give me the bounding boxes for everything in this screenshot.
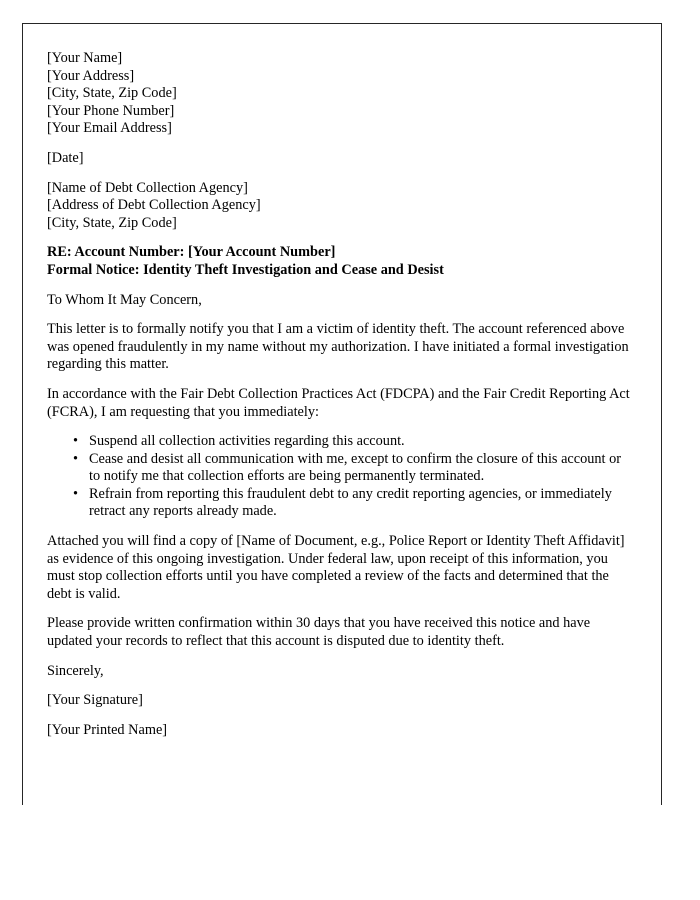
signature-block xyxy=(47,692,630,710)
list-item: • Suspend all collection activities regarding this account. xyxy=(73,433,630,451)
sender-name: [Your Name] xyxy=(47,50,123,66)
closing-salutation: Sincerely, xyxy=(47,662,104,679)
sender-address-block xyxy=(47,50,630,138)
document-page xyxy=(22,23,662,805)
signature-placeholder: [Your Signature] xyxy=(47,692,143,709)
body-paragraph-4-block xyxy=(47,615,630,650)
subject-notice-line: Formal Notice: Identity Theft Investigation and Cease and Desist xyxy=(47,261,444,278)
body-paragraph-2-block xyxy=(47,386,630,521)
body-paragraph-3-block xyxy=(47,533,630,603)
subject-re-line: RE: Account Number: [Your Account Number] xyxy=(47,244,336,261)
list-item: • Refrain from reporting this fraudulent debt to any credit reporting agencies, or immediately retract any reports already made. xyxy=(73,486,630,521)
requests-list xyxy=(47,433,630,521)
sender-phone: [Your Phone Number] xyxy=(47,102,175,119)
body-paragraph-3: Attached you will find a copy of [Name of Document, e.g., Police Report or Identity Theft Affidavit] as evidence of this ongoing investigation. Under federal law, upon receipt of this information, you must stop collection efforts until you have completed a review of the facts and determined that the debt is valid. xyxy=(47,533,625,602)
body-paragraph-4: Please provide written confirmation within 30 days that you have received this notice and have updated your records to reflect that this account is disputed due to identity theft. xyxy=(47,615,591,650)
printed-name-block xyxy=(47,722,630,740)
recipient-city-state-zip: [City, State, Zip Code] xyxy=(47,214,177,231)
list-item: • Cease and desist all communication with me, except to confirm the closure of this account or to notify me that collection efforts are being permanently terminated. xyxy=(73,451,630,486)
sender-street: [Your Address] xyxy=(47,67,135,84)
letter-date: [Date] xyxy=(47,149,84,166)
date-block xyxy=(47,150,630,168)
recipient-agency-name: [Name of Debt Collection Agency] xyxy=(47,179,248,196)
sender-email: [Your Email Address] xyxy=(47,120,172,137)
letter-content xyxy=(47,50,630,739)
recipient-agency-address: [Address of Debt Collection Agency] xyxy=(47,197,261,214)
recipient-address-block xyxy=(47,180,630,233)
closing-block xyxy=(47,663,630,681)
subject-block xyxy=(47,244,630,279)
salutation: To Whom It May Concern, xyxy=(47,291,202,308)
sender-city-state-zip: [City, State, Zip Code] xyxy=(47,85,177,102)
printed-name-placeholder: [Your Printed Name] xyxy=(47,721,168,738)
salutation-block xyxy=(47,292,630,310)
body-paragraph-1-block xyxy=(47,321,630,374)
body-paragraph-2: In accordance with the Fair Debt Collection Practices Act (FDCPA) and the Fair Credit Reporting Act (FCRA), I am requesting that you immediately: xyxy=(47,385,630,420)
body-paragraph-1: This letter is to formally notify you that I am a victim of identity theft. The account referenced above was opened fraudulently in my name without my authorization. I have initiated a formal investigation regarding this matter. xyxy=(47,321,629,373)
